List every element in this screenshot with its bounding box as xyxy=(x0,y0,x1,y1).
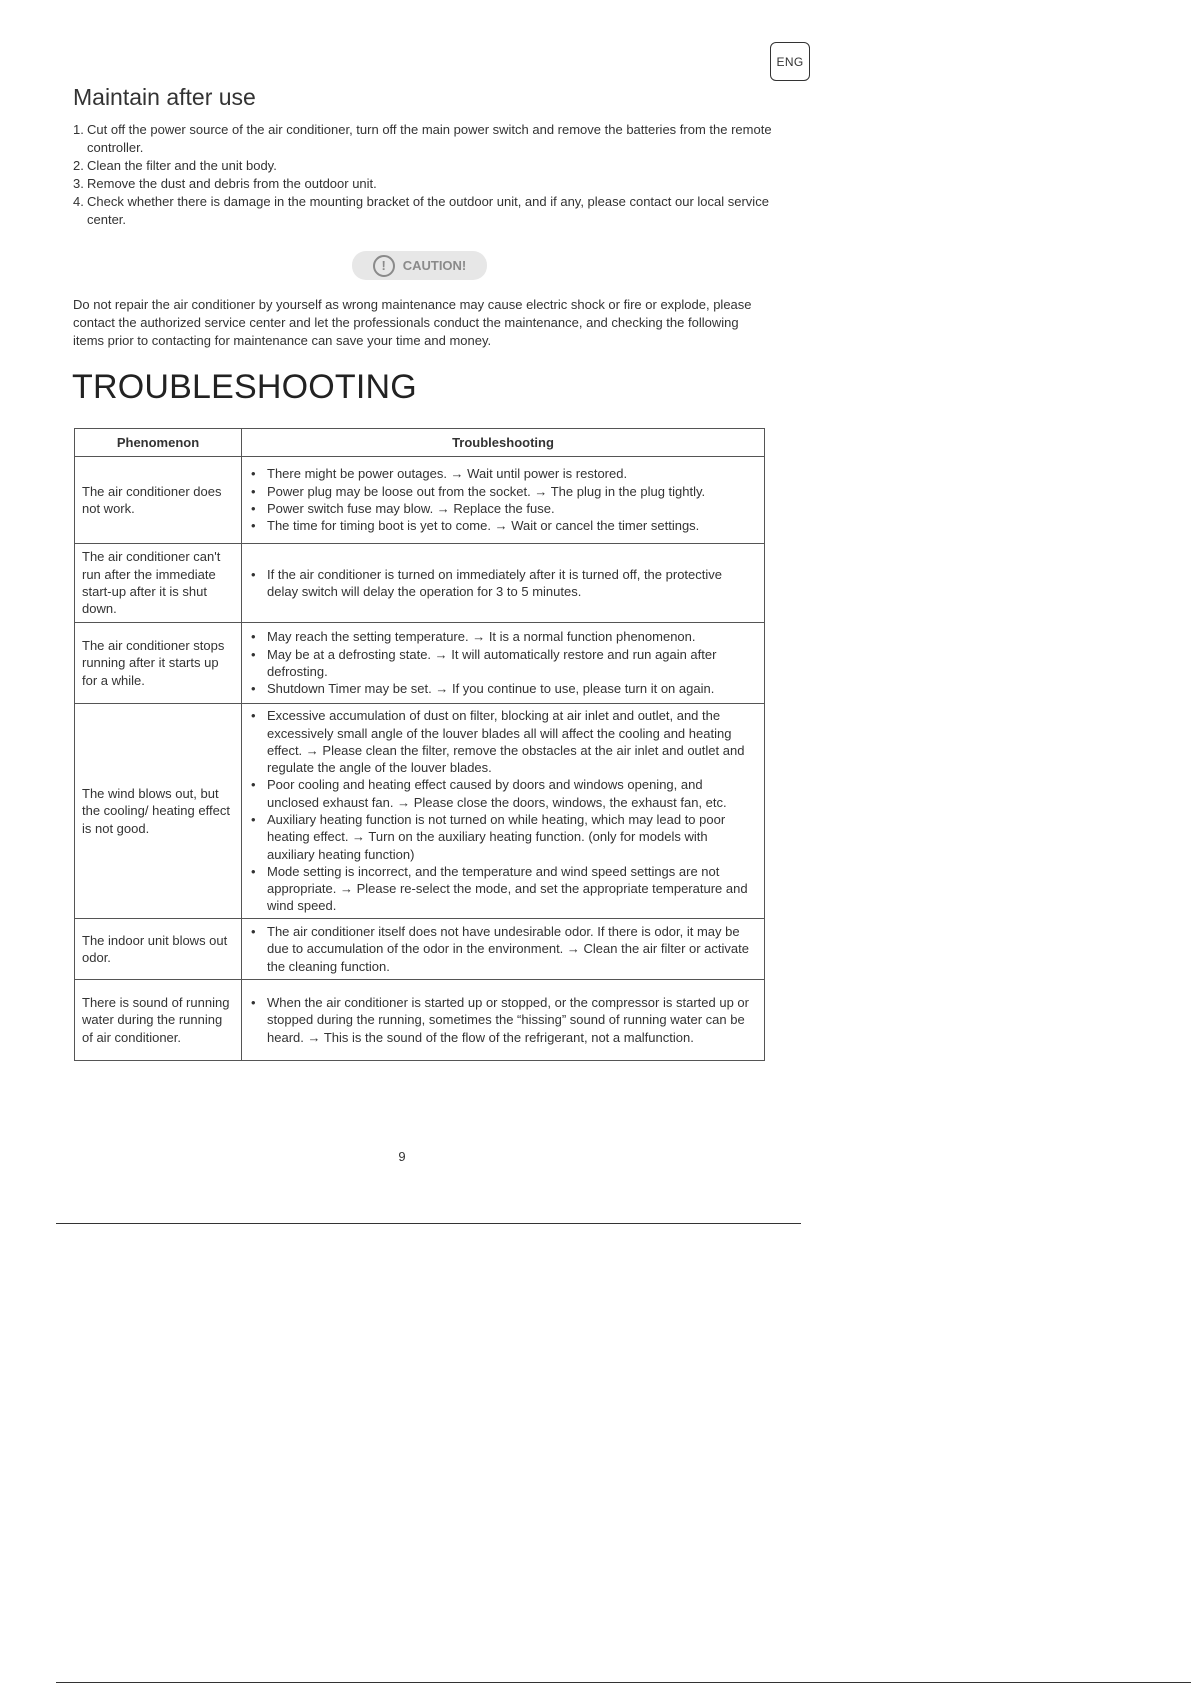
step-number: 4. xyxy=(73,194,84,209)
phenomenon-cell: There is sound of running water during the running of air conditioner. xyxy=(75,980,242,1061)
list-item: • If the air conditioner is turned on immediately after it is turned off, the protective delay switch will delay the operation for 3 to 5 minutes. xyxy=(250,566,756,601)
table-row xyxy=(75,919,765,980)
table-row xyxy=(75,544,765,623)
phenomenon-cell: The indoor unit blows out odor. xyxy=(75,919,242,980)
troubleshooting-cell xyxy=(242,919,765,980)
step-number: 1. xyxy=(73,122,84,137)
step-number: 2. xyxy=(73,158,84,173)
list-item: • Mode setting is incorrect, and the temperature and wind speed settings are not appropriate. → Please re-select the mode, and set the appropriate temperature and wind speed. xyxy=(250,863,756,915)
phenomenon-cell: The air conditioner stops running after it starts up for a while. xyxy=(75,623,242,704)
troubleshooting-cell xyxy=(242,623,765,704)
list-item: • Power switch fuse may blow. → Replace the fuse. xyxy=(250,500,756,517)
page-bottom-rule xyxy=(56,1682,1191,1683)
language-badge: ENG xyxy=(770,42,810,81)
list-item: • When the air conditioner is started up or stopped, or the compressor is started up or stopped during the running, sometimes the “hissing” sound of running water can be heard. → This is the sound of the flow of the refrigerant, not a malfunction. xyxy=(250,994,756,1046)
step-number: 3. xyxy=(73,176,84,191)
table-row xyxy=(75,704,765,919)
list-item: • Poor cooling and heating effect caused by doors and windows opening, and unclosed exhaust fan. → Please close the doors, windows, the exhaust fan, etc. xyxy=(250,776,756,811)
list-item: • The time for timing boot is yet to come. → Wait or cancel the timer settings. xyxy=(250,517,756,534)
phenomenon-header: Phenomenon xyxy=(75,429,242,457)
maintain-title: Maintain after use xyxy=(73,84,256,110)
list-item: • Auxiliary heating function is not turned on while heating, which may lead to poor heating effect. → Turn on the auxiliary heating function. (only for models with auxiliary heating function) xyxy=(250,811,756,863)
troubleshooting-cell xyxy=(242,704,765,919)
table-row xyxy=(75,980,765,1061)
maintenance-step xyxy=(73,175,773,193)
table-row xyxy=(75,457,765,544)
caution-label: CAUTION! xyxy=(402,258,467,273)
troubleshooting-cell xyxy=(242,544,765,623)
phenomenon-cell: The air conditioner does not work. xyxy=(75,457,242,544)
list-item: • May reach the setting temperature. → It is a normal function phenomenon. xyxy=(250,628,756,645)
troubleshooting-cell xyxy=(242,457,765,544)
list-item: • May be at a defrosting state. → It will automatically restore and run again after defrosting. xyxy=(250,646,756,681)
page-number: 9 xyxy=(398,1149,406,1164)
phenomenon-cell: The wind blows out, but the cooling/ heating effect is not good. xyxy=(75,704,242,919)
maintenance-step xyxy=(73,157,773,175)
step-text: Remove the dust and debris from the outdoor unit. xyxy=(87,176,377,191)
caution-badge xyxy=(352,251,487,280)
maintenance-steps xyxy=(73,121,773,229)
maintenance-step xyxy=(73,121,773,157)
list-item: • Excessive accumulation of dust on filter, blocking at air inlet and outlet, and the excessively small angle of the louver blades all will affect the cooling and heating effect. → Please clean the filter, remove the obstacles at the air inlet and outlet and regulate the angle of the louver blades. xyxy=(250,707,756,776)
list-item: • Power plug may be loose out from the socket. → The plug in the plug tightly. xyxy=(250,483,756,500)
page-divider xyxy=(56,1223,801,1224)
phenomenon-cell: The air conditioner can't run after the immediate start-up after it is shut down. xyxy=(75,544,242,623)
list-item: • Shutdown Timer may be set. → If you continue to use, please turn it on again. xyxy=(250,680,756,697)
step-text: Clean the filter and the unit body. xyxy=(87,158,277,173)
troubleshooting-title: TROUBLESHOOTING xyxy=(72,368,417,406)
troubleshooting-table xyxy=(74,428,765,1061)
step-text: Check whether there is damage in the mounting bracket of the outdoor unit, and if any, please contact our local service center. xyxy=(87,194,769,227)
step-text: Cut off the power source of the air conditioner, turn off the main power switch and remove the batteries from the remote controller. xyxy=(87,122,772,155)
caution-text: Do not repair the air conditioner by yourself as wrong maintenance may cause electric shock or fire or explode, please contact the authorized service center and let the professionals conduct the maintenance, and checking the following items prior to contacting for maintenance can save your time and money. xyxy=(73,297,752,348)
maintenance-step xyxy=(73,193,773,229)
troubleshooting-cell xyxy=(242,980,765,1061)
table-row xyxy=(75,623,765,704)
troubleshooting-header: Troubleshooting xyxy=(242,429,765,457)
table-header-row xyxy=(75,429,765,457)
exclamation-icon: ! xyxy=(373,255,395,277)
list-item: • There might be power outages. → Wait until power is restored. xyxy=(250,465,756,482)
list-item: • The air conditioner itself does not have undesirable odor. If there is odor, it may be due to accumulation of the odor in the environment. → Clean the air filter or activate the cleaning function. xyxy=(250,923,756,975)
